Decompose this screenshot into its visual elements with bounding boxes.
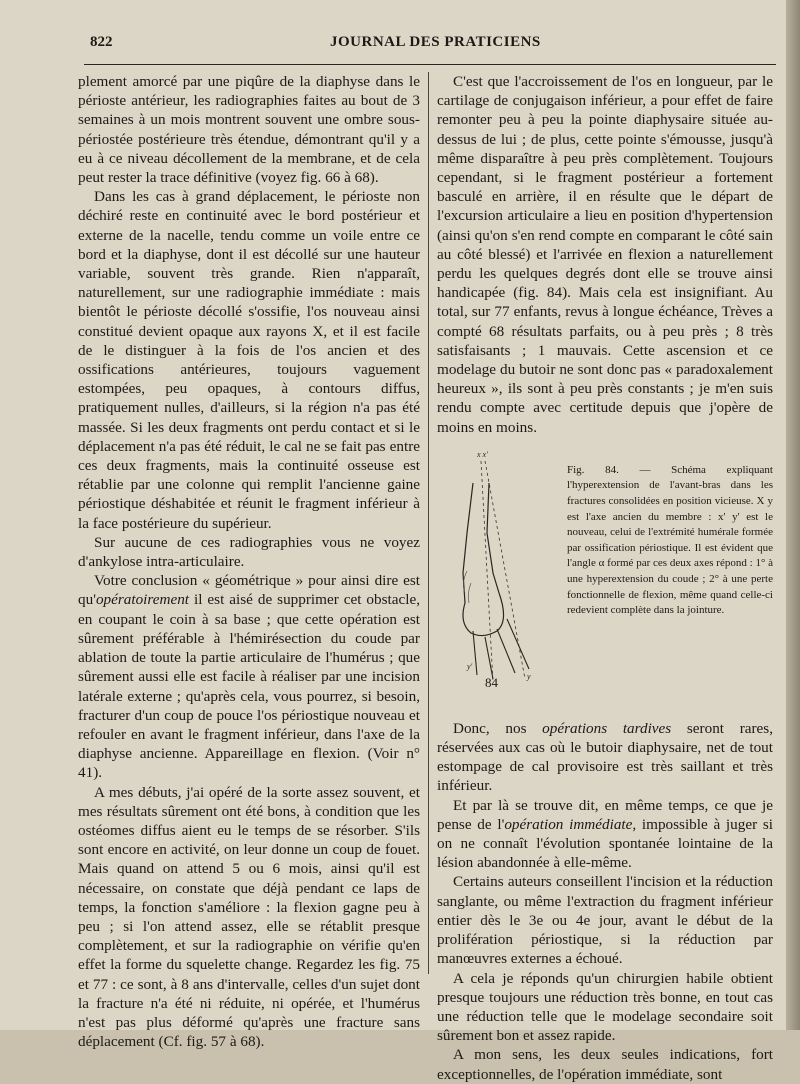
paragraph (437, 719, 773, 796)
figure-84 (437, 443, 773, 715)
paragraph: A cela je réponds qu'un chirurgien habile obtient presque toujours une réduction très bonne, en tout cas une réduction telle que le modelage secondaire soit sûrement bon et assez rapide. (437, 969, 773, 1045)
text-run: il est aisé de supprimer cet obstacle, en coupant le coin à sa base ; que cette opération est sûrement préférable à l'hémirésection du coude par ablation de toute la partie articulaire de l'humérus ; que sûrement aussi elle est facile à réaliser par une incision latérale externe ; qu'après cela, vous pourrez, si besoin, fracturer d'un coup de pouce l'os périostique nouveau et refouler en avant le fragment inférieur, dans l'axe de la diaphyse ancienne. Appareillage en flexion. (Voir n° 41). (78, 591, 420, 782)
text-run: Et par là se trouve dit, en même temps, ce que je pense de l' (437, 796, 773, 833)
paragraph: A mon sens, les deux seules indications, fort exceptionnelles, de l'opération immédiate, sont (437, 1046, 773, 1083)
column-divider (428, 72, 429, 974)
left-column (78, 72, 420, 1051)
axis-label-y-prime: y' (467, 661, 473, 671)
axis-top-label: x x' (477, 449, 488, 459)
paragraph (437, 796, 773, 873)
page-header (80, 34, 780, 56)
italic-term: opérations tardives (542, 719, 672, 737)
header-rule (84, 64, 776, 65)
page-number: 822 (90, 34, 113, 50)
paragraph: C'est que l'accroissement de l'os en longueur, par le cartilage de conjugaison inférieur, a pour effet de faire remonter peu à peu la pointe diaphysaire située au-dessus de lui ; de plus, cette pointe s'émousse, jusqu'à même disparaître à peu près complètement. Toujours cependant, si le fragment postérieur a fortement basculé en arrière, il en résulte que le départ de l'excursion articulaire a lieu en position d'hypertension (ainsi qu'on s'en rend compte en comparant le côté sain au côté blessé) et l'arrivée en flexion a naturellement perdu les quelques degrés dont elle se trouve ainsi handicapée (fig. 84). Mais cela est insignifiant. Au total, sur 77 enfants, revus à longue échéance, Trèves a compté 68 résultats parfaits, ou à peu près ; 8 très satisfaisants ; 1 mauvais. Cette ascension et ce modelage du butoir ne sont donc pas « paradoxalement heureux », ils sont à peu près constants ; je m'en suis rendu compte avec certitude depuis que j'opère de moins en moins. (437, 73, 773, 436)
right-column (437, 72, 773, 1084)
italic-term: opératoirement (95, 591, 190, 609)
humerus-outline (463, 483, 499, 603)
paragraph: Certains auteurs conseillent l'incision et la réduction sanglante, ou même l'extraction du fragment inférieur entier dès le 3e ou 4e jour, avant le début de la prolifération périostique, si la réduction par manœuvres externes a échoué. (437, 873, 773, 968)
paragraph: Sur aucune de ces radiographies vous ne voyez d'ankylose intra-articulaire. (78, 533, 420, 571)
forearm-outline (473, 619, 529, 679)
paragraph: plement amorcé par une piqûre de la diaphyse dans le périoste antérieur, les radiographies faites au bout de 3 semaines à un mois montrent souvent une ombre sous-périostée postérieure très étendue, démontrant qu'il y a eu à ce niveau décollement de la membrane, et de cela peut rester la trace définitive (voyez fig. 66 à 68). (78, 73, 420, 187)
text-run: seront rares, réservées aux cas où le butoir diaphysaire, net de tout estompage de cal provisoire est très saillant et très inférieur. (437, 719, 773, 795)
page-edge-shadow (786, 0, 800, 1030)
paragraph (78, 571, 420, 782)
journal-title: JOURNAL DES PRATICIENS (330, 34, 541, 50)
paragraph: Dans les cas à grand déplacement, le périoste non déchiré reste en continuité avec le bord postérieur et externe de la nacelle, tendu comme un voile entre ce bord et la diaphyse, dont il est décollé sur une hauteur variable, souvent très grande. Rien n'apparaît, naturellement, sur une radiographie immédiate : mais bientôt le périoste décollé s'ossifie, l'os nouveau ainsi constitué devient opaque aux rayons X, et il est facile de le distinguer à la fois de l'os ancien et des ossifications antérieures, toujours vaguement estompées, peu opaques, à contours diffus, pratiquement nulles, d'ailleurs, si la région n'a pas été massée. Si les deux fragments ont perdu contact et si le déplacement n'a pas été réduit, le cal ne se fait pas entre ces deux fragments, mais la continuité osseuse est rétablie par une colonne qui remplit l'ancienne gaine périostique déshabitée et réunit le fragment inférieur à la face postérieure du supérieur. (78, 188, 420, 532)
axis-label-y: y (527, 671, 531, 681)
text-run: , impossible à juger si on ne connaît l'évolution spontanée lointaine de la lésion abandonnée à elle-même. (437, 815, 773, 872)
forearm-schema-drawing (437, 443, 547, 693)
text-run: Votre conclusion « géométrique » pour ainsi dire est qu' (78, 572, 420, 609)
text-run: Donc, nos (453, 719, 543, 737)
figure-number: 84 (485, 674, 498, 690)
paragraph: A mes débuts, j'ai opéré de la sorte assez souvent, et mes résultats sûrement ont été bons, à condition que les ostéomes diffus aient eu le temps de se résorber. S'ils sont encore en activité, on leur donne un coup de fouet. Mais quand on attend 5 ou 6 mois, ainsi qu'il est nécessaire, on constate que déjà pendant ce laps de temps, la fonction s'améliore : la flexion gagne peu à peu ; si l'on attend assez, elle se rétablit presque complètement, et sur la radiographie on vérifie qu'en effet la forme du squelette change. Regardez les fig. 75 et 77 : ce sont, à 8 ans d'intervalle, celles d'un sujet dont la fracture n'a été ni réduite, ni opérée, et l'humérus n'est pas plus déformé qu'après une fracture sans déplacement (Cf. fig. 57 à 68). (78, 783, 420, 1051)
italic-term: opération immédiate (504, 815, 633, 833)
figure-caption: Fig. 84. — Schéma expliquant l'hyperextension de l'avant-bras dans les fractures consolidées en position vicieuse. X y est l'axe ancien du membre : x' y' est le nouveau, celui de l'extrémité humérale formée par ossification périostique. Il est évident que l'angle α formé par ces deux axes répond : 1° à une hyperextension du coude ; 2° à une perte fonctionnelle de flexion, même quand celle-ci redevient complète dans la jointure. (567, 463, 773, 617)
